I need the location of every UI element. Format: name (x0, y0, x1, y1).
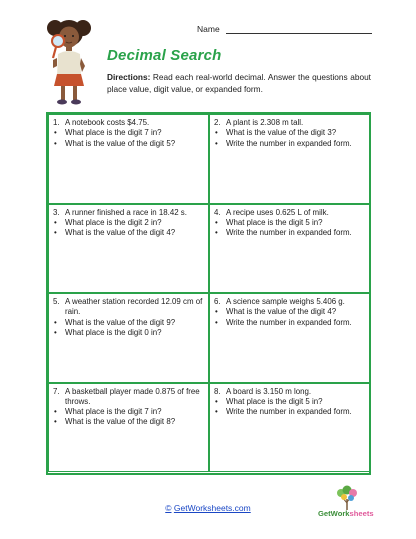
question-bullet (214, 307, 365, 317)
name-line[interactable] (226, 33, 372, 34)
question-prompt: A weather station recorded 12.09 cm of rain. (65, 297, 203, 317)
bullet-icon: • (54, 228, 57, 238)
logo-text-part1: GetWork (318, 509, 350, 518)
question-bullet (53, 218, 204, 228)
question-bullet (214, 139, 365, 149)
bullet-icon: • (215, 217, 218, 227)
question-number: 1. (53, 118, 60, 127)
question-number: 8. (214, 386, 221, 396)
question-cell-2 (209, 114, 370, 204)
bullet-icon: • (215, 407, 218, 417)
question-number: 2. (214, 118, 221, 127)
question-item: What is the value of the digit 3? (226, 128, 337, 138)
question-item: Write the number in expanded form. (226, 317, 352, 327)
question-bullet (53, 139, 204, 149)
bullet-icon: • (54, 128, 57, 138)
question-item: What is the value of the digit 9? (65, 317, 176, 327)
question-cell-8 (209, 383, 370, 473)
question-bullet (53, 128, 204, 138)
getworksheets-logo-text (318, 509, 374, 518)
bullet-icon: • (54, 138, 57, 148)
directions-label: Directions: (107, 72, 151, 82)
name-label: Name (197, 24, 220, 34)
question-prompt: A board is 3.150 m long. (226, 386, 312, 396)
question-cell-1 (48, 114, 209, 204)
questions-grid (46, 112, 371, 475)
girl-magnifier-illustration (44, 14, 94, 108)
logo-text-part2: sheets (349, 509, 374, 518)
question-item: What is the value of the digit 8? (65, 417, 176, 427)
question-bullet (53, 318, 204, 328)
question-item: What is the value of the digit 4? (226, 307, 337, 317)
question-item: What place is the digit 5 in? (226, 217, 323, 227)
bullet-icon: • (215, 228, 218, 238)
bullet-icon: • (54, 327, 57, 337)
bullet-icon: • (215, 128, 218, 138)
worksheet-title: Decimal Search (107, 47, 222, 64)
question-cell-5 (48, 293, 209, 383)
question-number: 3. (53, 207, 60, 217)
question-prompt: A runner finished a race in 18.42 s. (65, 207, 187, 217)
question-item: Write the number in expanded form. (226, 407, 352, 417)
question-item: What place is the digit 2 in? (65, 217, 162, 227)
question-prompt: A plant is 2.308 m tall. (226, 118, 304, 127)
question-number: 5. (53, 297, 60, 306)
bullet-icon: • (215, 317, 218, 327)
question-number: 4. (214, 207, 221, 217)
bullet-icon: • (215, 138, 218, 148)
bullet-icon: • (54, 217, 57, 227)
question-prompt: A basketball player made 0.875 of free throws. (65, 386, 200, 406)
question-bullet (214, 128, 365, 138)
question-cell-4 (209, 204, 370, 294)
directions-body: Read each real-world decimal. Answer the questions about place value, digit value, or expanded form. (107, 72, 371, 94)
question-item: What place is the digit 0 in? (65, 327, 162, 337)
question-item: What is the value of the digit 4? (65, 228, 176, 238)
bullet-icon: • (54, 317, 57, 327)
question-item: What place is the digit 7 in? (65, 407, 162, 417)
question-prompt: A science sample weighs 5.406 g. (226, 297, 345, 306)
question-cell-6 (209, 293, 370, 383)
name-field[interactable] (197, 24, 372, 38)
bullet-icon: • (54, 407, 57, 417)
question-bullet (214, 397, 365, 407)
question-bullet (214, 318, 365, 328)
question-bullet (214, 407, 365, 417)
bullet-icon: • (215, 396, 218, 406)
question-prompt: A recipe uses 0.625 L of milk. (226, 207, 329, 217)
footer-link[interactable]: GetWorksheets.com (173, 503, 251, 513)
question-bullet (214, 218, 365, 228)
question-item: Write the number in expanded form. (226, 138, 352, 148)
footer-copyright[interactable]: © (165, 503, 172, 513)
question-number: 7. (53, 386, 60, 396)
question-item: What is the value of the digit 5? (65, 138, 176, 148)
bullet-icon: • (215, 307, 218, 317)
question-item: What place is the digit 5 in? (226, 396, 323, 406)
question-bullet (53, 417, 204, 427)
question-cell-3 (48, 204, 209, 294)
question-bullet (53, 228, 204, 238)
question-prompt: A notebook costs $4.75. (65, 118, 150, 127)
question-number: 6. (214, 297, 221, 306)
directions-text (107, 72, 371, 95)
question-bullet (214, 228, 365, 238)
question-item: What place is the digit 7 in? (65, 128, 162, 138)
question-item: Write the number in expanded form. (226, 228, 352, 238)
getworksheets-tree-logo (317, 483, 377, 525)
bullet-icon: • (54, 417, 57, 427)
question-cell-7 (48, 383, 209, 473)
question-bullet (53, 328, 204, 338)
question-bullet (53, 407, 204, 417)
